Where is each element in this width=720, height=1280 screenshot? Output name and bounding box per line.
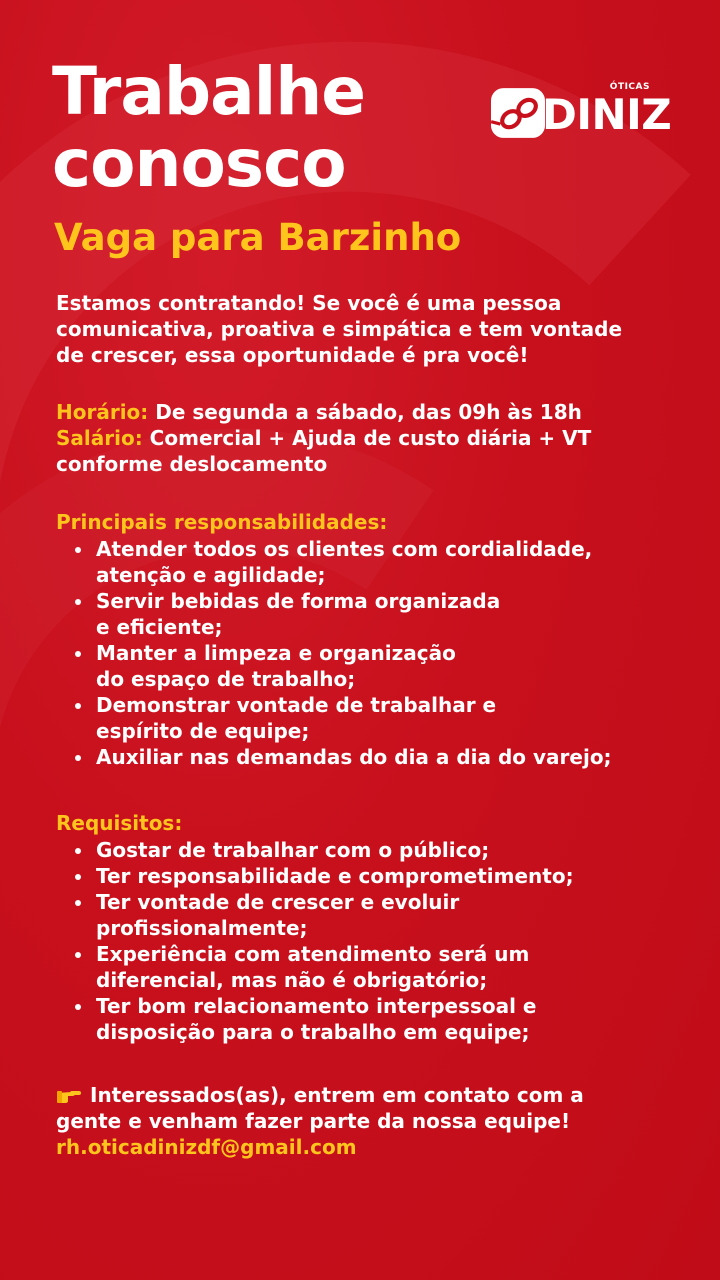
requirements-heading: Requisitos:	[56, 811, 183, 835]
schedule-line	[56, 399, 666, 425]
list-item	[56, 640, 676, 692]
list-item-line: profissionalmente;	[96, 916, 308, 940]
list-item-line: espírito de equipe;	[96, 719, 310, 743]
list-item	[56, 863, 676, 889]
requirements-list	[56, 837, 676, 1045]
schedule-label: Horário:	[56, 400, 149, 424]
salary-line	[56, 425, 666, 451]
list-item-line: Servir bebidas de forma organizada	[96, 589, 501, 613]
closing-line	[56, 1082, 666, 1108]
job-subtitle: Vaga para Barzinho	[54, 216, 462, 259]
salary-value-continued: conforme deslocamento	[56, 452, 328, 476]
list-item-line: Ter bom relacionamento interpessoal e	[96, 994, 537, 1018]
intro-line: de crescer, essa oportunidade é pra você!	[56, 343, 529, 367]
closing-line-2: gente e venham fazer parte da nossa equipe!	[56, 1109, 571, 1133]
list-item-line: Gostar de trabalhar com o público;	[96, 838, 490, 862]
list-item-line: Demonstrar vontade de trabalhar e	[96, 693, 497, 717]
salary-label: Salário:	[56, 426, 143, 450]
schedule-value: De segunda a sábado, das 09h às 18h	[148, 400, 582, 424]
contact-email: rh.oticadinizdf@gmail.com	[56, 1135, 357, 1159]
list-item	[56, 941, 676, 993]
page-title	[52, 53, 366, 202]
job-info	[56, 399, 666, 477]
intro-paragraph	[56, 290, 666, 368]
list-item-line: e eficiente;	[96, 615, 223, 639]
list-item	[56, 692, 676, 744]
list-item-line: Experiência com atendimento será um	[96, 942, 530, 966]
list-item	[56, 536, 676, 588]
intro-line: Estamos contratando! Se você é uma pessoa	[56, 291, 562, 315]
title-line-2: conosco	[52, 125, 346, 202]
responsibilities-heading: Principais responsabilidades:	[56, 510, 388, 534]
list-item-line: Ter responsabilidade e comprometimento;	[96, 864, 574, 888]
closing-paragraph	[56, 1082, 666, 1160]
list-item-line: diferencial, mas não é obrigatório;	[96, 968, 488, 992]
list-item	[56, 889, 676, 941]
list-item-line: atenção e agilidade;	[96, 563, 326, 587]
list-item-line: disposição para o trabalho em equipe;	[96, 1020, 530, 1044]
list-item	[56, 588, 676, 640]
responsibilities-list	[56, 536, 676, 770]
list-item-line: do espaço de trabalho;	[96, 667, 356, 691]
intro-line: comunicativa, proativa e simpática e tem vontade	[56, 317, 623, 341]
list-item-line: Manter a limpeza e organização	[96, 641, 456, 665]
title-line-1: Trabalhe	[52, 53, 366, 130]
list-item-line: Ter vontade de crescer e evoluir	[96, 890, 460, 914]
list-item	[56, 993, 676, 1045]
list-item-line: Auxiliar nas demandas do dia a dia do varejo;	[96, 745, 612, 769]
list-item-line: Atender todos os clientes com cordialidade,	[96, 537, 593, 561]
glasses-logo-icon	[488, 86, 548, 140]
pointing-hand-icon	[56, 1086, 82, 1104]
closing-line-1: Interessados(as), entrem em contato com a	[90, 1083, 584, 1107]
logo-small-text: ÓTICAS	[609, 82, 650, 92]
salary-value: Comercial + Ajuda de custo diária + VT	[142, 426, 592, 450]
logo-brand-text: DINIZ	[542, 90, 672, 139]
list-item	[56, 837, 676, 863]
list-item	[56, 744, 676, 770]
